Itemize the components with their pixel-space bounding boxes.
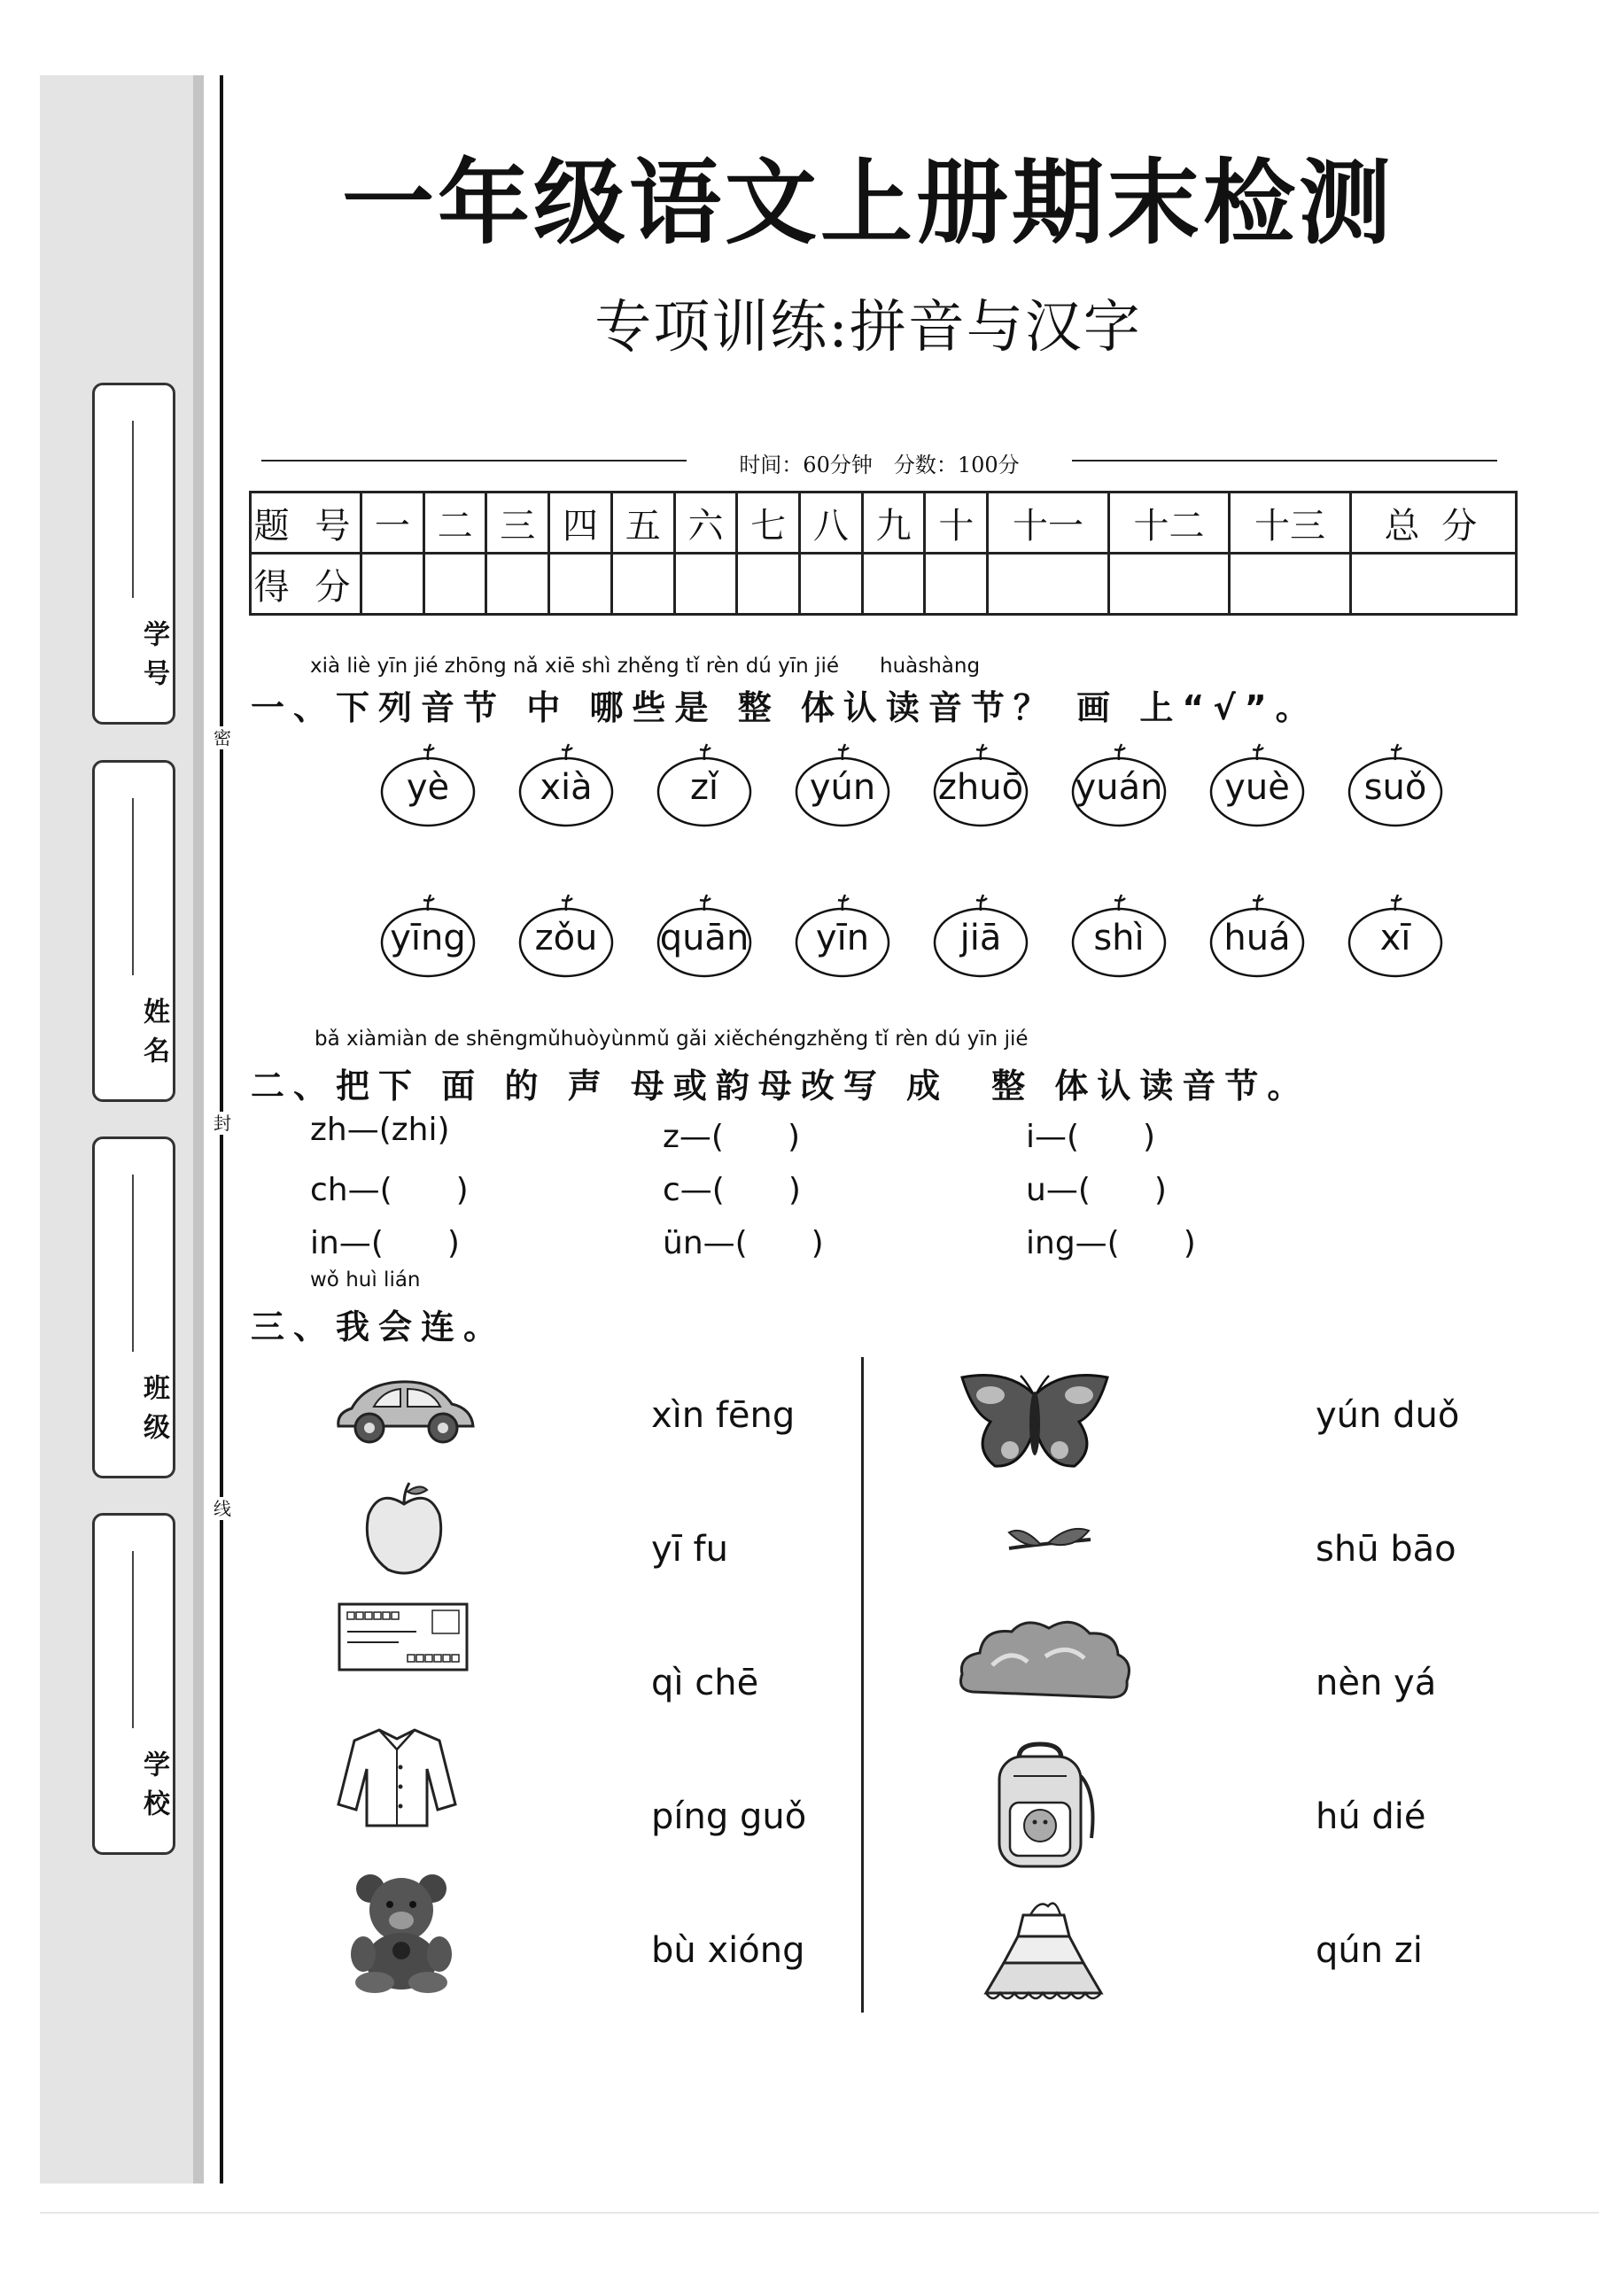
- write-line: [132, 421, 134, 598]
- pinyin-word[interactable]: shū bāo: [1316, 1529, 1456, 1570]
- syllable: zǐ: [689, 767, 719, 808]
- header-cell: 十: [925, 493, 988, 554]
- score-row-label: 得 分: [251, 554, 361, 615]
- header-cell: 题 号: [251, 493, 361, 554]
- backpack-picture[interactable]: [983, 1741, 1099, 1877]
- car-picture[interactable]: [330, 1364, 480, 1456]
- apple-choice[interactable]: [1208, 742, 1306, 827]
- score-cell[interactable]: [674, 554, 737, 615]
- score-cell[interactable]: [361, 554, 424, 615]
- header-cell: 九: [862, 493, 925, 554]
- car-icon: [330, 1364, 480, 1453]
- apple-choice[interactable]: [1347, 893, 1444, 978]
- apple-choice[interactable]: [1347, 742, 1444, 827]
- header-cell: 七: [737, 493, 800, 554]
- apple-choice[interactable]: [517, 893, 615, 978]
- class-field[interactable]: [92, 1136, 175, 1478]
- sprout-picture[interactable]: [1006, 1522, 1094, 1570]
- apple-choice[interactable]: [794, 742, 891, 827]
- score-table: [249, 491, 1518, 616]
- syllable: yún: [809, 767, 876, 808]
- backpack-icon: [983, 1741, 1099, 1873]
- pinyin-word[interactable]: qún zi: [1316, 1930, 1423, 1971]
- section3-heading: 三、我会连。: [251, 1307, 507, 1346]
- header-cell: 三: [486, 493, 549, 554]
- header-cell: 二: [423, 493, 486, 554]
- field-label: 学校: [138, 1750, 169, 1828]
- skirt-icon: [977, 1894, 1110, 2009]
- school-field[interactable]: [92, 1513, 175, 1855]
- score-cell[interactable]: [549, 554, 612, 615]
- pinyin-word[interactable]: hú dié: [1316, 1796, 1426, 1837]
- pinyin-word[interactable]: nèn yá: [1316, 1663, 1437, 1703]
- score-cell[interactable]: [988, 554, 1109, 615]
- bottom-rule: [40, 2212, 1599, 2214]
- page-subtitle: 专项训练:拼音与汉字: [594, 295, 1142, 361]
- syllable: xià: [540, 767, 593, 808]
- syllable: yè: [406, 767, 450, 808]
- page-title: 一年级语文上册期末检测: [341, 148, 1394, 257]
- fill-blank-item[interactable]: in—( ): [310, 1225, 460, 1261]
- syllable: quān: [659, 918, 749, 958]
- score-header-row: [251, 493, 1517, 554]
- binding-mark-feng: 封: [211, 1112, 234, 1135]
- syllable: shì: [1093, 918, 1145, 958]
- teddy-bear-icon: [344, 1869, 459, 1993]
- fill-blank-item[interactable]: i—( ): [1026, 1119, 1156, 1155]
- time-info: 时间：60分钟 分数：100分: [739, 453, 1020, 477]
- butterfly-picture[interactable]: [955, 1369, 1114, 1478]
- header-cell: 六: [674, 493, 737, 554]
- header-cell: 八: [800, 493, 863, 554]
- apple-choice[interactable]: [932, 893, 1029, 978]
- fill-blank-item[interactable]: ün—( ): [663, 1225, 824, 1261]
- fill-blank-item[interactable]: ing—( ): [1026, 1225, 1196, 1261]
- write-line: [132, 798, 134, 975]
- butterfly-icon: [955, 1369, 1114, 1475]
- fill-blank-item[interactable]: zh—(zhi): [310, 1112, 450, 1148]
- score-cell[interactable]: [1108, 554, 1230, 615]
- syllable: jiā: [959, 918, 1002, 958]
- score-cell[interactable]: [1230, 554, 1351, 615]
- syllable: suǒ: [1363, 767, 1427, 808]
- header-cell: 五: [611, 493, 674, 554]
- envelope-icon: [337, 1602, 470, 1672]
- score-cell[interactable]: [737, 554, 800, 615]
- shirt-picture[interactable]: [335, 1723, 459, 1833]
- apple-choice[interactable]: [379, 742, 477, 827]
- fill-blank-item[interactable]: u—( ): [1026, 1172, 1167, 1208]
- binding-mark-mi: 密: [211, 726, 234, 749]
- fill-blank-item[interactable]: z—( ): [663, 1119, 800, 1155]
- header-cell: 十三: [1230, 493, 1351, 554]
- pinyin-word[interactable]: yī fu: [651, 1529, 728, 1570]
- shirt-icon: [335, 1723, 459, 1829]
- student-number-field[interactable]: [92, 383, 175, 725]
- syllable: zǒu: [534, 918, 598, 958]
- time-info-bar: [261, 447, 1497, 477]
- field-label: 班级: [138, 1374, 169, 1452]
- apple-choice[interactable]: [1070, 742, 1168, 827]
- syllable: xī: [1379, 918, 1411, 958]
- section2-heading: 二、把下 面 的 声 母或韵母改写 成 整 体认读音节。: [251, 1067, 1310, 1105]
- score-cell[interactable]: [611, 554, 674, 615]
- sprout-icon: [1006, 1522, 1094, 1566]
- pinyin-word[interactable]: píng guǒ: [651, 1796, 807, 1837]
- apple-choice[interactable]: [656, 742, 753, 827]
- binding-mark-xian: 线: [211, 1497, 234, 1520]
- header-cell: 十二: [1108, 493, 1230, 554]
- apple-choice[interactable]: [932, 742, 1029, 827]
- score-cell[interactable]: [423, 554, 486, 615]
- header-cell: 十一: [988, 493, 1109, 554]
- syllable: yīng: [390, 918, 466, 958]
- syllable: zhuō: [937, 767, 1024, 808]
- skirt-picture[interactable]: [977, 1894, 1110, 2013]
- write-line: [132, 1175, 134, 1352]
- section1-pinyin: xià liè yīn jié zhōng nǎ xiē shì zhěng tǐ rèn dú yīn jié huàshàng: [310, 655, 981, 678]
- binding-strip-edge: [193, 75, 204, 2184]
- syllable: yuán: [1075, 767, 1163, 808]
- teddy-bear-picture[interactable]: [344, 1869, 459, 1997]
- header-cell: 一: [361, 493, 424, 554]
- syllable: huá: [1223, 918, 1291, 958]
- section3-pinyin: wǒ huì lián: [310, 1268, 421, 1292]
- header-cell: 四: [549, 493, 612, 554]
- pinyin-word[interactable]: yún duǒ: [1316, 1395, 1460, 1436]
- score-row: [251, 554, 1517, 615]
- envelope-picture[interactable]: [337, 1602, 470, 1676]
- cloud-picture[interactable]: [957, 1612, 1134, 1713]
- section1-heading: 一、下列音节 中 哪些是 整 体认读音节？ 画 上“√”。: [251, 688, 1318, 727]
- write-line: [132, 1551, 134, 1728]
- name-field[interactable]: [92, 760, 175, 1102]
- apple-choice[interactable]: [794, 893, 891, 978]
- cloud-icon: [957, 1612, 1134, 1710]
- score-cell[interactable]: [1350, 554, 1516, 615]
- apple-choice[interactable]: [1070, 893, 1168, 978]
- apple-choice[interactable]: [656, 893, 753, 978]
- apple-choice[interactable]: [517, 742, 615, 827]
- score-cell[interactable]: [925, 554, 988, 615]
- syllable: yuè: [1224, 767, 1290, 808]
- syllable: yīn: [815, 918, 870, 958]
- score-cell[interactable]: [486, 554, 549, 615]
- apple-choice[interactable]: [379, 893, 477, 978]
- fill-blank-item[interactable]: ch—( ): [310, 1172, 469, 1208]
- apple-fruit-icon: [361, 1479, 447, 1577]
- score-cell[interactable]: [862, 554, 925, 615]
- fill-blank-item[interactable]: c—( ): [663, 1172, 801, 1208]
- header-cell: 总 分: [1350, 493, 1516, 554]
- section2-pinyin: bǎ xiàmiàn de shēngmǔhuòyùnmǔ gǎi xiěchéngzhěng tǐ rèn dú yīn jié: [315, 1028, 1029, 1051]
- column-divider: [861, 1357, 864, 2013]
- pinyin-word[interactable]: xìn fēng: [651, 1395, 796, 1436]
- apple-choice[interactable]: [1208, 893, 1306, 978]
- pinyin-word[interactable]: qì chē: [651, 1663, 759, 1703]
- field-label: 姓名: [138, 997, 169, 1075]
- apple-picture[interactable]: [361, 1479, 447, 1580]
- field-label: 学号: [138, 620, 169, 698]
- score-cell[interactable]: [800, 554, 863, 615]
- pinyin-word[interactable]: bù xióng: [651, 1930, 805, 1971]
